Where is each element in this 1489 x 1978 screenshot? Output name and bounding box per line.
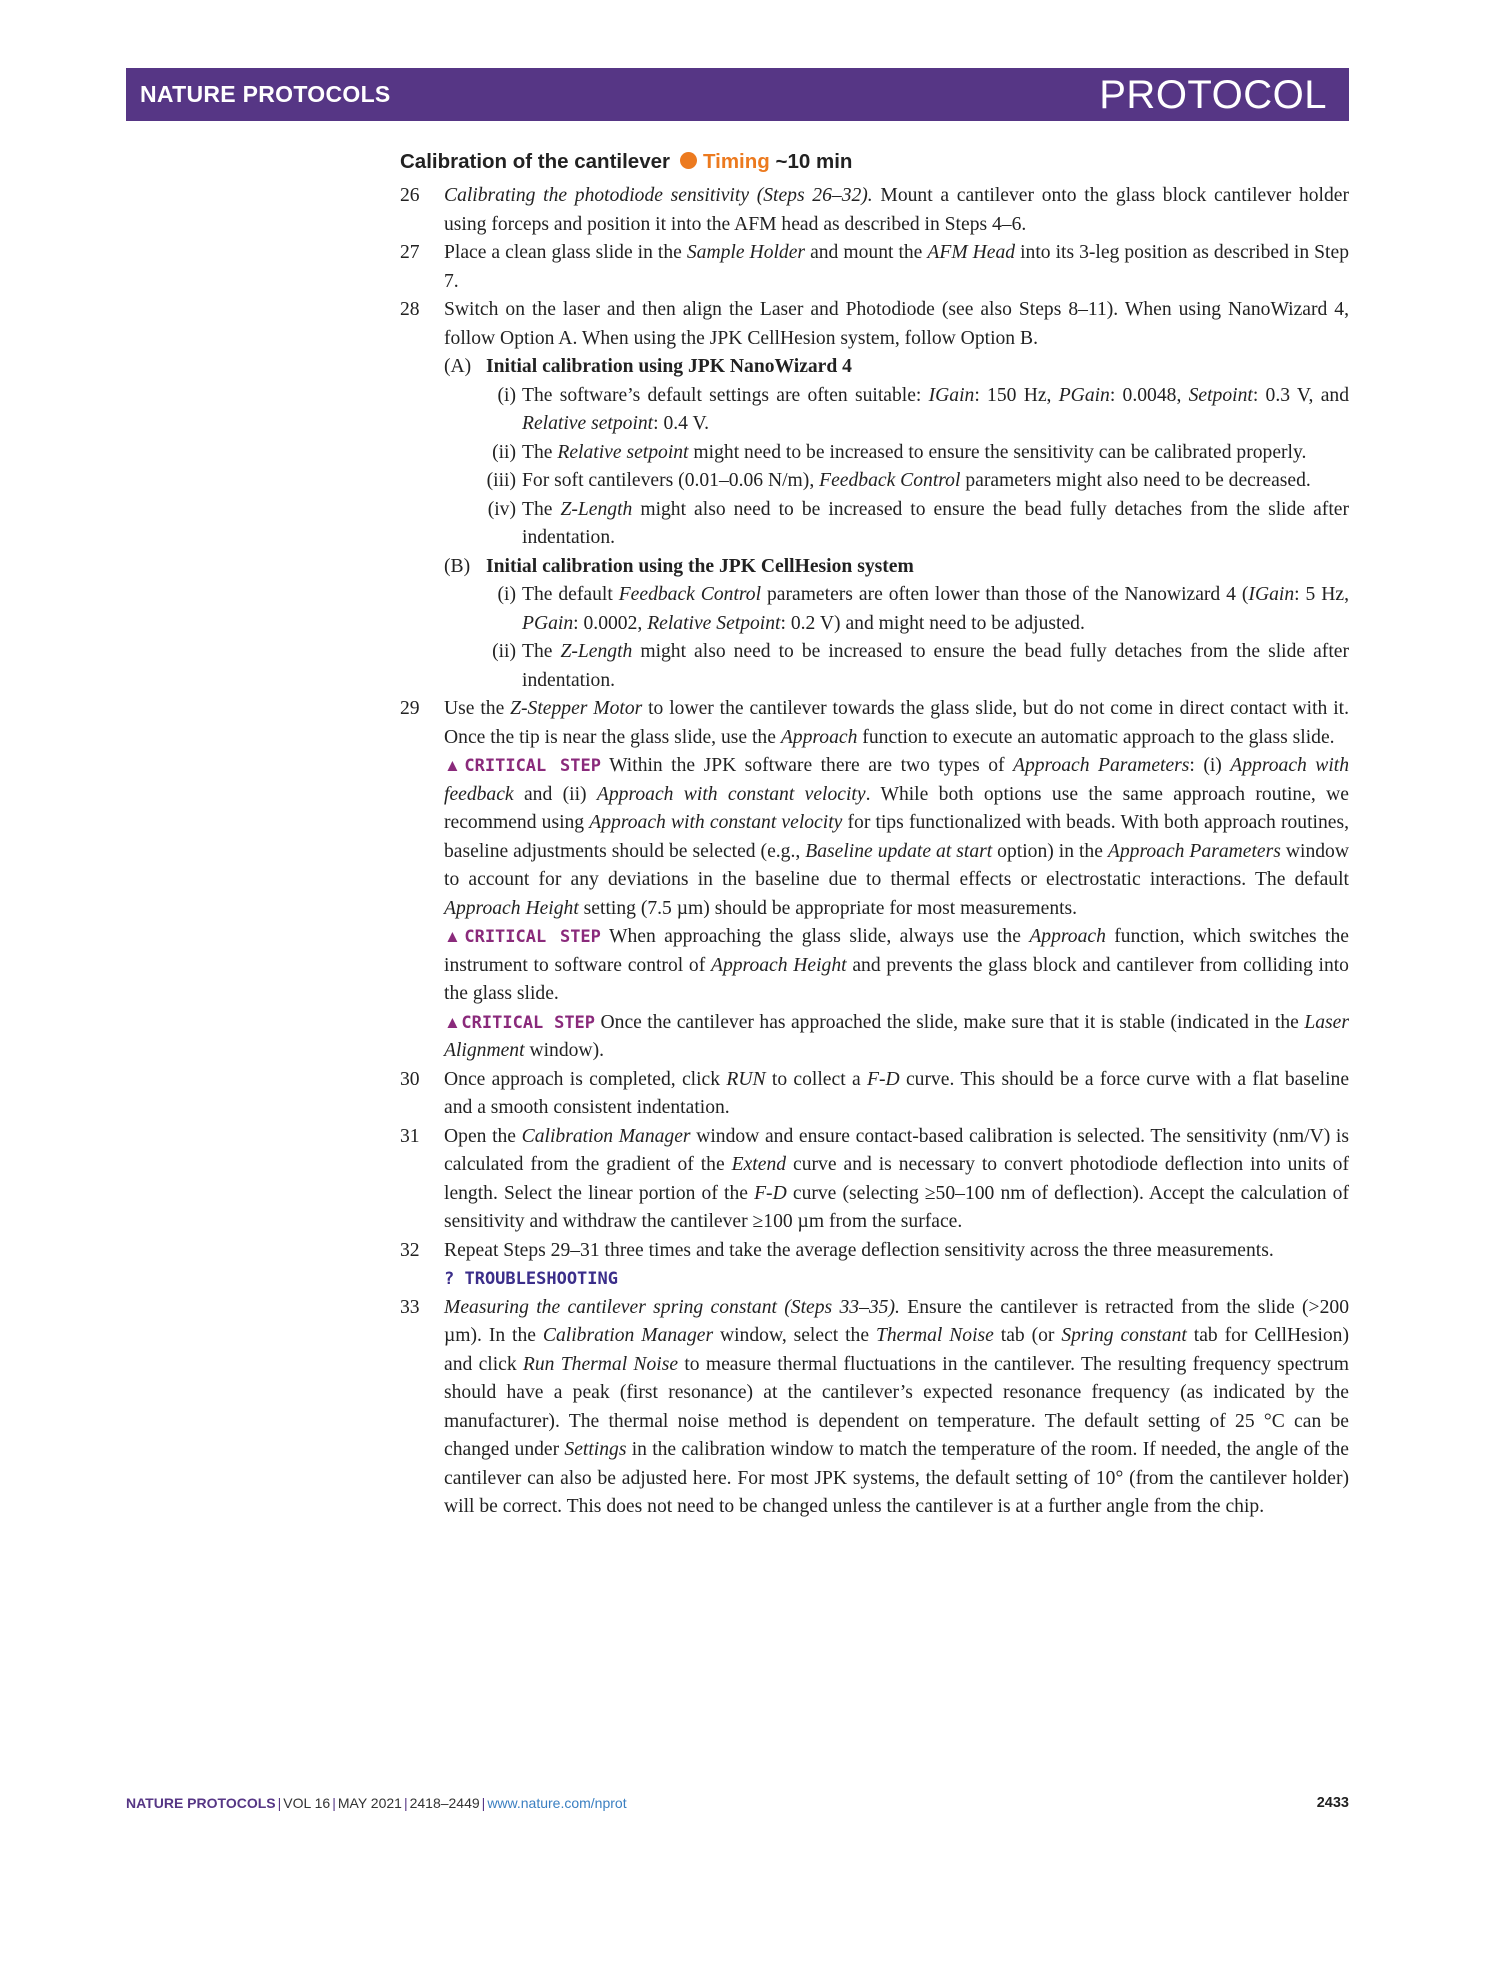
ui-term: Approach — [1029, 926, 1106, 947]
step-text: window, select the — [713, 1325, 876, 1346]
step-text: The — [522, 441, 558, 463]
step-text: in the calibration window to match the temperature of the room. If needed, the angle of the cantilever can also be adjusted here. For most JPK systems, the default setting of 10° (from the cantilever holder) will be correct. This does not need to be changed unless the cantilever is at a further angle from the chip. — [444, 1439, 1350, 1517]
footer-url-link[interactable]: www.nature.com/nprot — [487, 1795, 627, 1811]
step-text: might need to be increased to ensure the sensitivity can be calibrated properly. — [688, 441, 1307, 463]
step-text: When approaching the glass slide, always use the — [600, 926, 1030, 947]
step-text: window to account for any deviations in the baseline due to thermal effects or electrostatic interactions. The default — [444, 840, 1349, 890]
option-title: Initial calibration using the JPK CellHesion system — [486, 555, 914, 577]
step-text: Open the — [444, 1125, 522, 1147]
warning-triangle-icon: ▲ — [444, 927, 465, 946]
step-text: : 0.4 V. — [653, 413, 710, 434]
step-text: : 5 Hz, — [1294, 584, 1349, 605]
step-text: : (i) — [1189, 755, 1231, 776]
step-text: The default — [522, 584, 619, 605]
step-33 — [400, 1294, 1349, 1522]
step-text: : 0.3 V, and — [1252, 384, 1349, 406]
ui-term: Setpoint — [1188, 384, 1253, 406]
ui-term: Relative setpoint — [557, 441, 689, 463]
ui-term: Approach with feedback — [444, 755, 1350, 805]
step-text: function, which switches the instrument to software control of — [444, 926, 1349, 976]
ui-term: Sample Holder — [686, 242, 806, 263]
step-text: parameters might also need to be decreased. — [960, 470, 1311, 491]
step-26-heading: Calibrating the photodiode sensitivity (Steps 26–32). — [444, 185, 873, 206]
section-title — [400, 150, 852, 174]
ui-term: Calibration Manager — [521, 1125, 691, 1147]
ui-term: Approach with constant velocity — [589, 812, 843, 833]
ui-term: IGain — [928, 384, 975, 406]
ui-term: PGain — [522, 612, 574, 634]
ui-term: Approach Height — [710, 954, 847, 976]
step-number: 33 — [400, 1296, 420, 1318]
ui-term: IGain — [1248, 584, 1295, 605]
critical-step-label: CRITICAL STEP — [464, 927, 601, 947]
substep-number: (ii) — [492, 441, 516, 463]
substep-number: (ii) — [492, 641, 516, 662]
step-text: curve (selecting ≥50–100 nm of deflection). Accept the calculation of sensitivity and withdraw the cantilever ≥100 µm from the surface. — [444, 1182, 1349, 1232]
step-text: The software’s default settings are often suitable: — [522, 384, 929, 406]
step-text: into its 3-leg position as described in Step 7. — [444, 242, 1349, 292]
substep-a-iii — [444, 467, 1349, 496]
step-number: 28 — [400, 299, 420, 320]
step-text: Switch on the laser and then align the Laser and Photodiode (see also Steps 8–11). When using NanoWizard 4, follow Option A. When using the JPK CellHesion system, follow Option B. — [444, 299, 1349, 349]
ui-term: Calibration Manager — [542, 1325, 714, 1346]
step-33-heading: Measuring the cantilever spring constant (Steps 33–35). — [444, 1296, 900, 1318]
step-text: : 150 Hz, — [974, 384, 1059, 406]
footer — [126, 1795, 627, 1811]
substep-number: (iv) — [487, 498, 516, 520]
step-number: 30 — [400, 1068, 420, 1090]
step-text: function to execute an automatic approach to the glass slide. — [857, 726, 1335, 748]
ui-term: Approach — [780, 726, 858, 748]
ui-term: Baseline update at start — [805, 840, 993, 862]
step-text: Within the JPK software there are two types of — [601, 755, 1013, 776]
article-type: PROTOCOL — [1099, 73, 1327, 117]
option-b — [444, 553, 1349, 582]
ui-term: Relative Setpoint — [647, 612, 781, 634]
step-text: Repeat Steps 29–31 three times and take the average deflection sensitivity across the three measurements. — [444, 1239, 1274, 1261]
option-letter: (A) — [444, 356, 472, 377]
step-text: to collect a — [765, 1068, 867, 1090]
footer-journal: NATURE PROTOCOLS — [126, 1795, 276, 1811]
ui-term: Relative setpoint — [522, 413, 654, 434]
protocol-steps — [400, 182, 1349, 1522]
warning-triangle-icon: ▲ — [444, 1012, 462, 1032]
option-a — [444, 353, 1349, 382]
step-26 — [400, 182, 1349, 239]
step-26-text: Mount a cantilever onto the glass block cantilever holder using forceps and position it into the AFM head as described in Steps 4–6. — [444, 185, 1349, 235]
header-bar — [126, 68, 1349, 121]
option-title: Initial calibration using JPK NanoWizard 4 — [486, 356, 852, 377]
substep-number: (iii) — [486, 470, 516, 491]
step-text: and prevents the glass block and cantilever from colliding into the glass slide. — [444, 954, 1349, 1004]
step-text: tab for CellHesion) and click — [444, 1325, 1350, 1375]
footer-separator: | — [403, 1795, 408, 1811]
ui-term: Z-Length — [560, 641, 633, 662]
step-text: tab (or — [993, 1325, 1062, 1346]
ui-term: Laser Alignment — [444, 1011, 1349, 1061]
substep-b-ii — [444, 638, 1349, 695]
ui-term: Spring constant — [1061, 1325, 1187, 1346]
step-text: Ensure the cantilever is retracted from the slide (>200 µm). In the — [444, 1296, 1349, 1346]
step-text: and mount the — [805, 242, 928, 263]
page-number: 2433 — [1316, 1795, 1349, 1811]
step-32 — [400, 1237, 1349, 1294]
step-text: might also need to be increased to ensure the bead fully detaches from the slide after indentation. — [522, 498, 1349, 548]
ui-term: Z-Stepper Motor — [510, 698, 643, 719]
step-text: Once the cantilever has approached the slide, make sure that it is stable (indicated in the — [595, 1011, 1305, 1033]
critical-step-label: CRITICAL STEP — [464, 756, 601, 776]
substep-b-i — [444, 581, 1349, 638]
step-text: to lower the cantilever towards the glass slide, but do not come in direct contact with it. Once the tip is near the glass slide, use the — [444, 698, 1349, 748]
step-28 — [400, 296, 1349, 695]
step-text: Once approach is completed, click — [444, 1068, 727, 1090]
footer-separator: | — [481, 1795, 486, 1811]
timing-label: Timing — [702, 150, 770, 173]
substep-number: (i) — [497, 384, 516, 406]
footer-separator: | — [332, 1795, 336, 1811]
step-text: The — [522, 498, 561, 520]
substep-a-ii — [444, 439, 1349, 468]
step-text: and (ii) — [513, 783, 597, 805]
timing-value: ~10 min — [775, 150, 853, 173]
ui-term: Settings — [564, 1439, 627, 1460]
step-text: window). — [524, 1040, 605, 1061]
ui-term: F-D — [754, 1182, 787, 1204]
step-text: . While both options use the same approach routine, we recommend using — [444, 783, 1349, 833]
step-number: 27 — [400, 242, 420, 263]
ui-term: F-D — [866, 1068, 900, 1090]
critical-step-3 — [444, 1009, 1349, 1066]
step-text: Place a clean glass slide in the — [444, 242, 687, 263]
step-text: : 0.2 V) and might need to be adjusted. — [780, 612, 1085, 634]
journal-name: NATURE PROTOCOLS — [140, 81, 391, 107]
ui-term: Z-Length — [560, 498, 633, 520]
step-text: : 0.0002, — [573, 612, 648, 634]
step-text: Use the — [444, 698, 511, 719]
critical-step-2 — [444, 923, 1349, 1009]
ui-term: RUN — [726, 1068, 766, 1090]
step-number: 29 — [400, 698, 420, 719]
troubleshooting-label: ? TROUBLESHOOTING — [444, 1269, 618, 1289]
step-30 — [400, 1066, 1349, 1123]
substep-a-i — [444, 382, 1349, 439]
ui-term: Approach Height — [444, 897, 579, 919]
ui-term: Approach Parameters — [1107, 840, 1281, 862]
step-text: curve and is necessary to convert photodiode deflection into units of length. Select the linear portion of the — [444, 1154, 1350, 1204]
footer-pages: 2418–2449 — [409, 1795, 480, 1811]
ui-term: AFM Head — [927, 242, 1016, 263]
critical-step-label: CRITICAL STEP — [461, 1012, 596, 1033]
step-text: to measure thermal fluctuations in the cantilever. The resulting frequency spectrum should have a peak (first resonance) at the cantilever’s expected resonance frequency (as indicated by the manufacturer). The thermal noise method is dependent on temperature. The default setting of 25 °C can be changed under — [444, 1353, 1349, 1460]
ui-term: Feedback Control — [819, 470, 961, 491]
step-29 — [400, 695, 1349, 1066]
step-27 — [400, 239, 1349, 296]
footer-separator: | — [277, 1795, 282, 1811]
critical-step-1 — [444, 752, 1349, 923]
timing-clock-icon — [680, 152, 697, 169]
step-text: option) in the — [992, 840, 1108, 862]
step-text: might also need to be increased to ensure the bead fully detaches from the slide after indentation. — [522, 641, 1349, 691]
step-number: 32 — [400, 1239, 420, 1261]
ui-term: Approach with constant velocity — [596, 783, 866, 805]
ui-term: Run Thermal Noise — [522, 1353, 679, 1375]
section-title-text: Calibration of the cantilever — [400, 150, 670, 173]
step-text: parameters are often lower than those of the Nanowizard 4 ( — [761, 584, 1249, 605]
step-text: window and ensure contact-based calibration is selected. The sensitivity (nm/V) is calculated from the gradient of the — [444, 1125, 1349, 1175]
substep-number: (i) — [497, 584, 516, 605]
substep-a-iv — [444, 496, 1349, 553]
footer-date: MAY 2021 — [337, 1795, 402, 1811]
step-31 — [400, 1123, 1349, 1237]
ui-term: Feedback Control — [618, 584, 762, 605]
step-text: curve. This should be a force curve with a flat baseline and a smooth consistent indentation. — [444, 1068, 1350, 1118]
step-text: for tips functionalized with beads. With both approach routines, baseline adjustments should be selected (e.g., — [444, 812, 1350, 862]
ui-term: Approach Parameters — [1013, 755, 1190, 776]
step-number: 31 — [400, 1125, 420, 1147]
ui-term: Thermal Noise — [875, 1325, 994, 1346]
step-text: : 0.0048, — [1109, 384, 1189, 406]
warning-triangle-icon: ▲ — [444, 756, 465, 775]
step-text: setting (7.5 µm) should be appropriate for most measurements. — [578, 897, 1078, 919]
option-letter: (B) — [444, 555, 471, 577]
step-number: 26 — [400, 185, 420, 206]
step-text: The — [522, 641, 561, 662]
footer-volume: VOL 16 — [283, 1795, 331, 1811]
ui-term: PGain — [1058, 384, 1110, 406]
step-text: For soft cantilevers (0.01–0.06 N/m), — [522, 470, 820, 491]
ui-term: Extend — [731, 1154, 787, 1175]
